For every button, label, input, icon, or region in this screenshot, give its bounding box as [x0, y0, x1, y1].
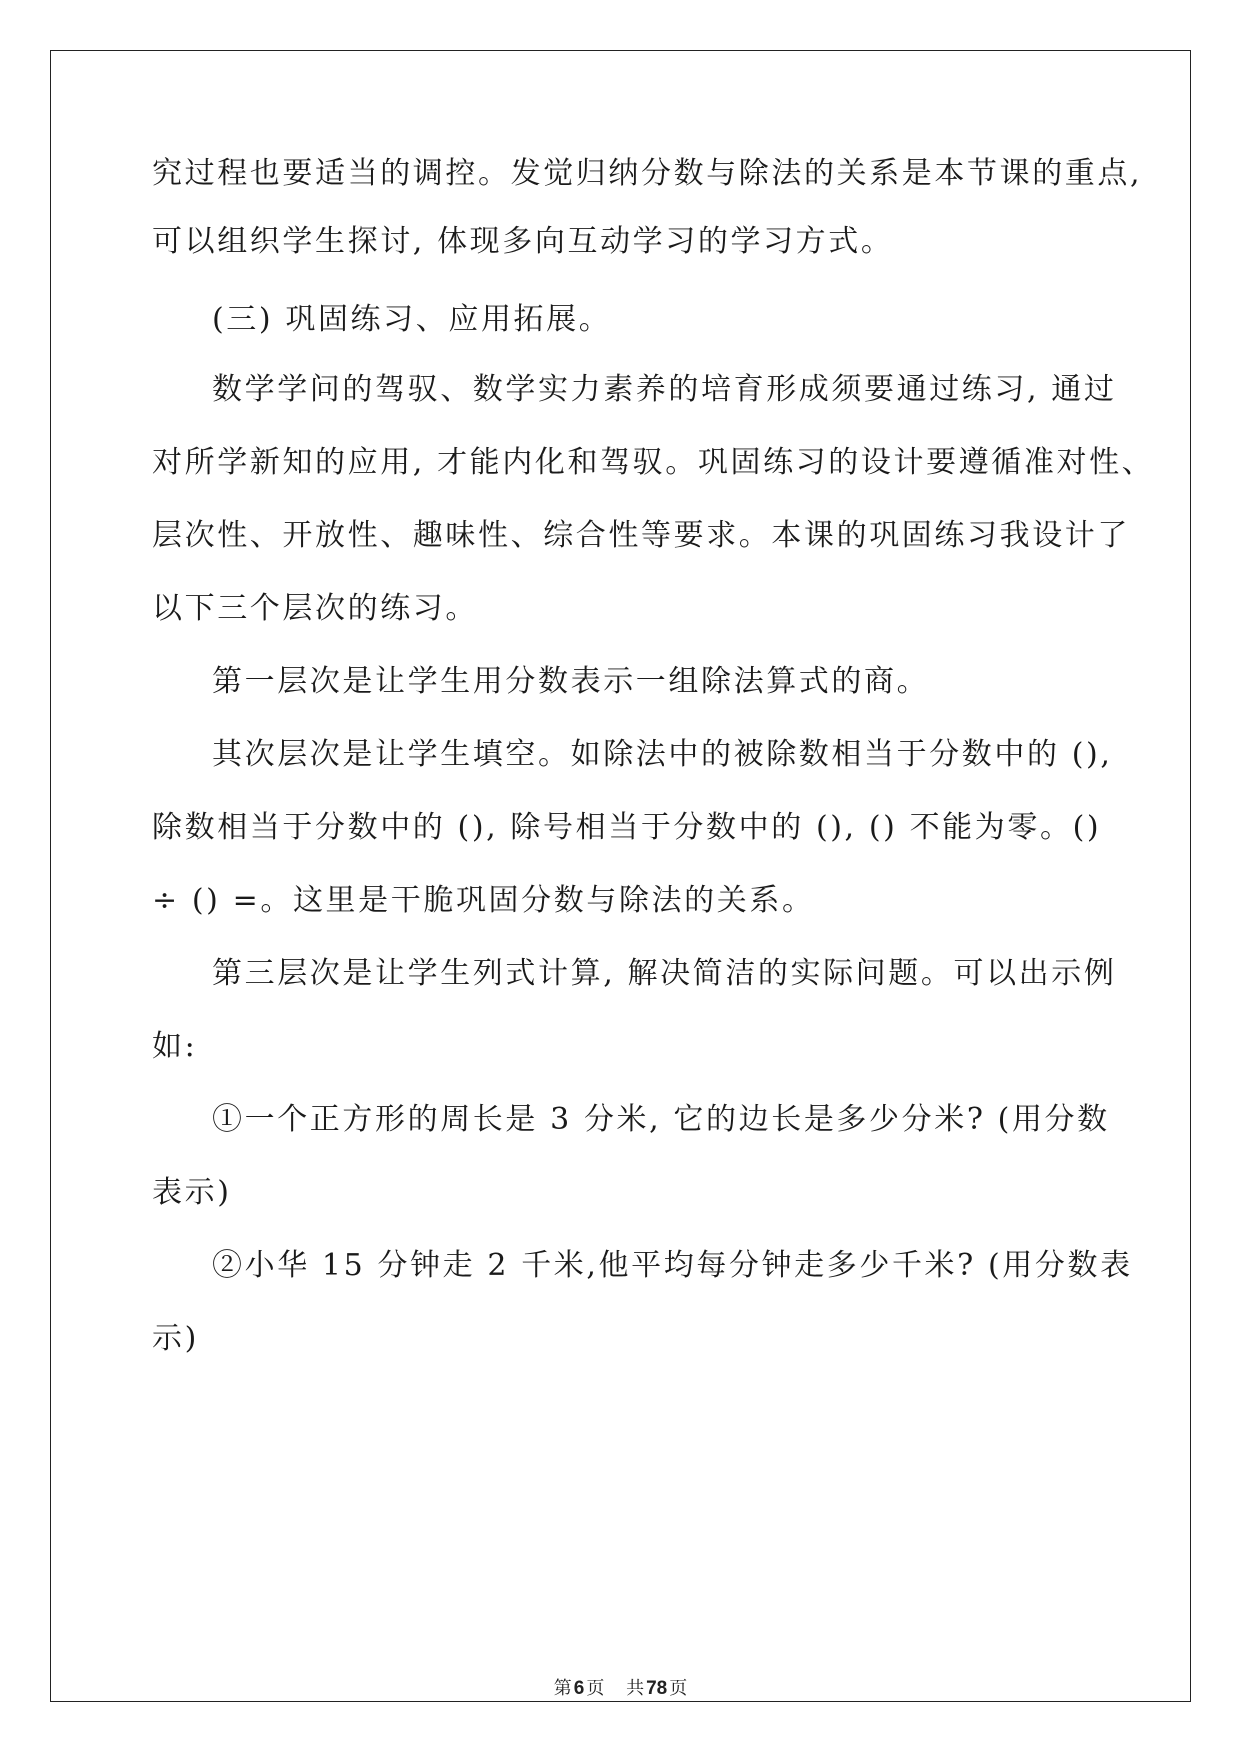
text-line-14: ①一个正方形的周长是 3 分米, 它的边长是多少分米? (用分数 — [212, 1102, 1110, 1137]
text-line-1: 究过程也要适当的调控。发觉归纳分数与除法的关系是本节课的重点, — [152, 156, 1143, 191]
page-total — [626, 1678, 687, 1699]
page-border — [50, 50, 1191, 1702]
text-line-6: 层次性、开放性、趣味性、综合性等要求。本课的巩固练习我设计了 — [152, 518, 1130, 553]
page-number — [554, 1678, 605, 1699]
text-line-12: 第三层次是让学生列式计算, 解决简洁的实际问题。可以出示例 — [212, 956, 1117, 991]
text-line-15: 表示) — [152, 1175, 232, 1210]
text-line-13: 如: — [152, 1029, 198, 1064]
total-pages: 78 — [646, 1678, 668, 1699]
page-footer — [0, 1674, 1241, 1700]
page-suffix: 页 — [586, 1678, 605, 1699]
text-line-7: 以下三个层次的练习。 — [152, 591, 478, 626]
text-line-10: 除数相当于分数中的 (), 除号相当于分数中的 (), () 不能为零。() — [152, 810, 1102, 845]
total-prefix: 共 — [626, 1678, 645, 1699]
text-line-5: 对所学新知的应用, 才能内化和驾驭。巩固练习的设计要遵循准对性、 — [152, 445, 1155, 480]
text-line-9: 其次层次是让学生填空。如除法中的被除数相当于分数中的 (), — [212, 737, 1113, 772]
text-line-4: 数学学问的驾驭、数学实力素养的培育形成须要通过练习, 通过 — [212, 372, 1117, 407]
text-line-17: 示) — [152, 1321, 199, 1356]
text-line-8: 第一层次是让学生用分数表示一组除法算式的商。 — [212, 664, 930, 699]
page-current: 6 — [573, 1678, 585, 1699]
text-line-11: ÷ () =。这里是干脆巩固分数与除法的关系。 — [152, 883, 815, 918]
section-heading: (三) 巩固练习、应用拓展。 — [212, 302, 612, 337]
total-suffix: 页 — [669, 1678, 688, 1699]
page-prefix: 第 — [553, 1678, 572, 1699]
text-line-2: 可以组织学生探讨, 体现多向互动学习的学习方式。 — [152, 224, 894, 259]
text-line-16: ②小华 15 分钟走 2 千米,他平均每分钟走多少千米? (用分数表 — [212, 1248, 1133, 1283]
